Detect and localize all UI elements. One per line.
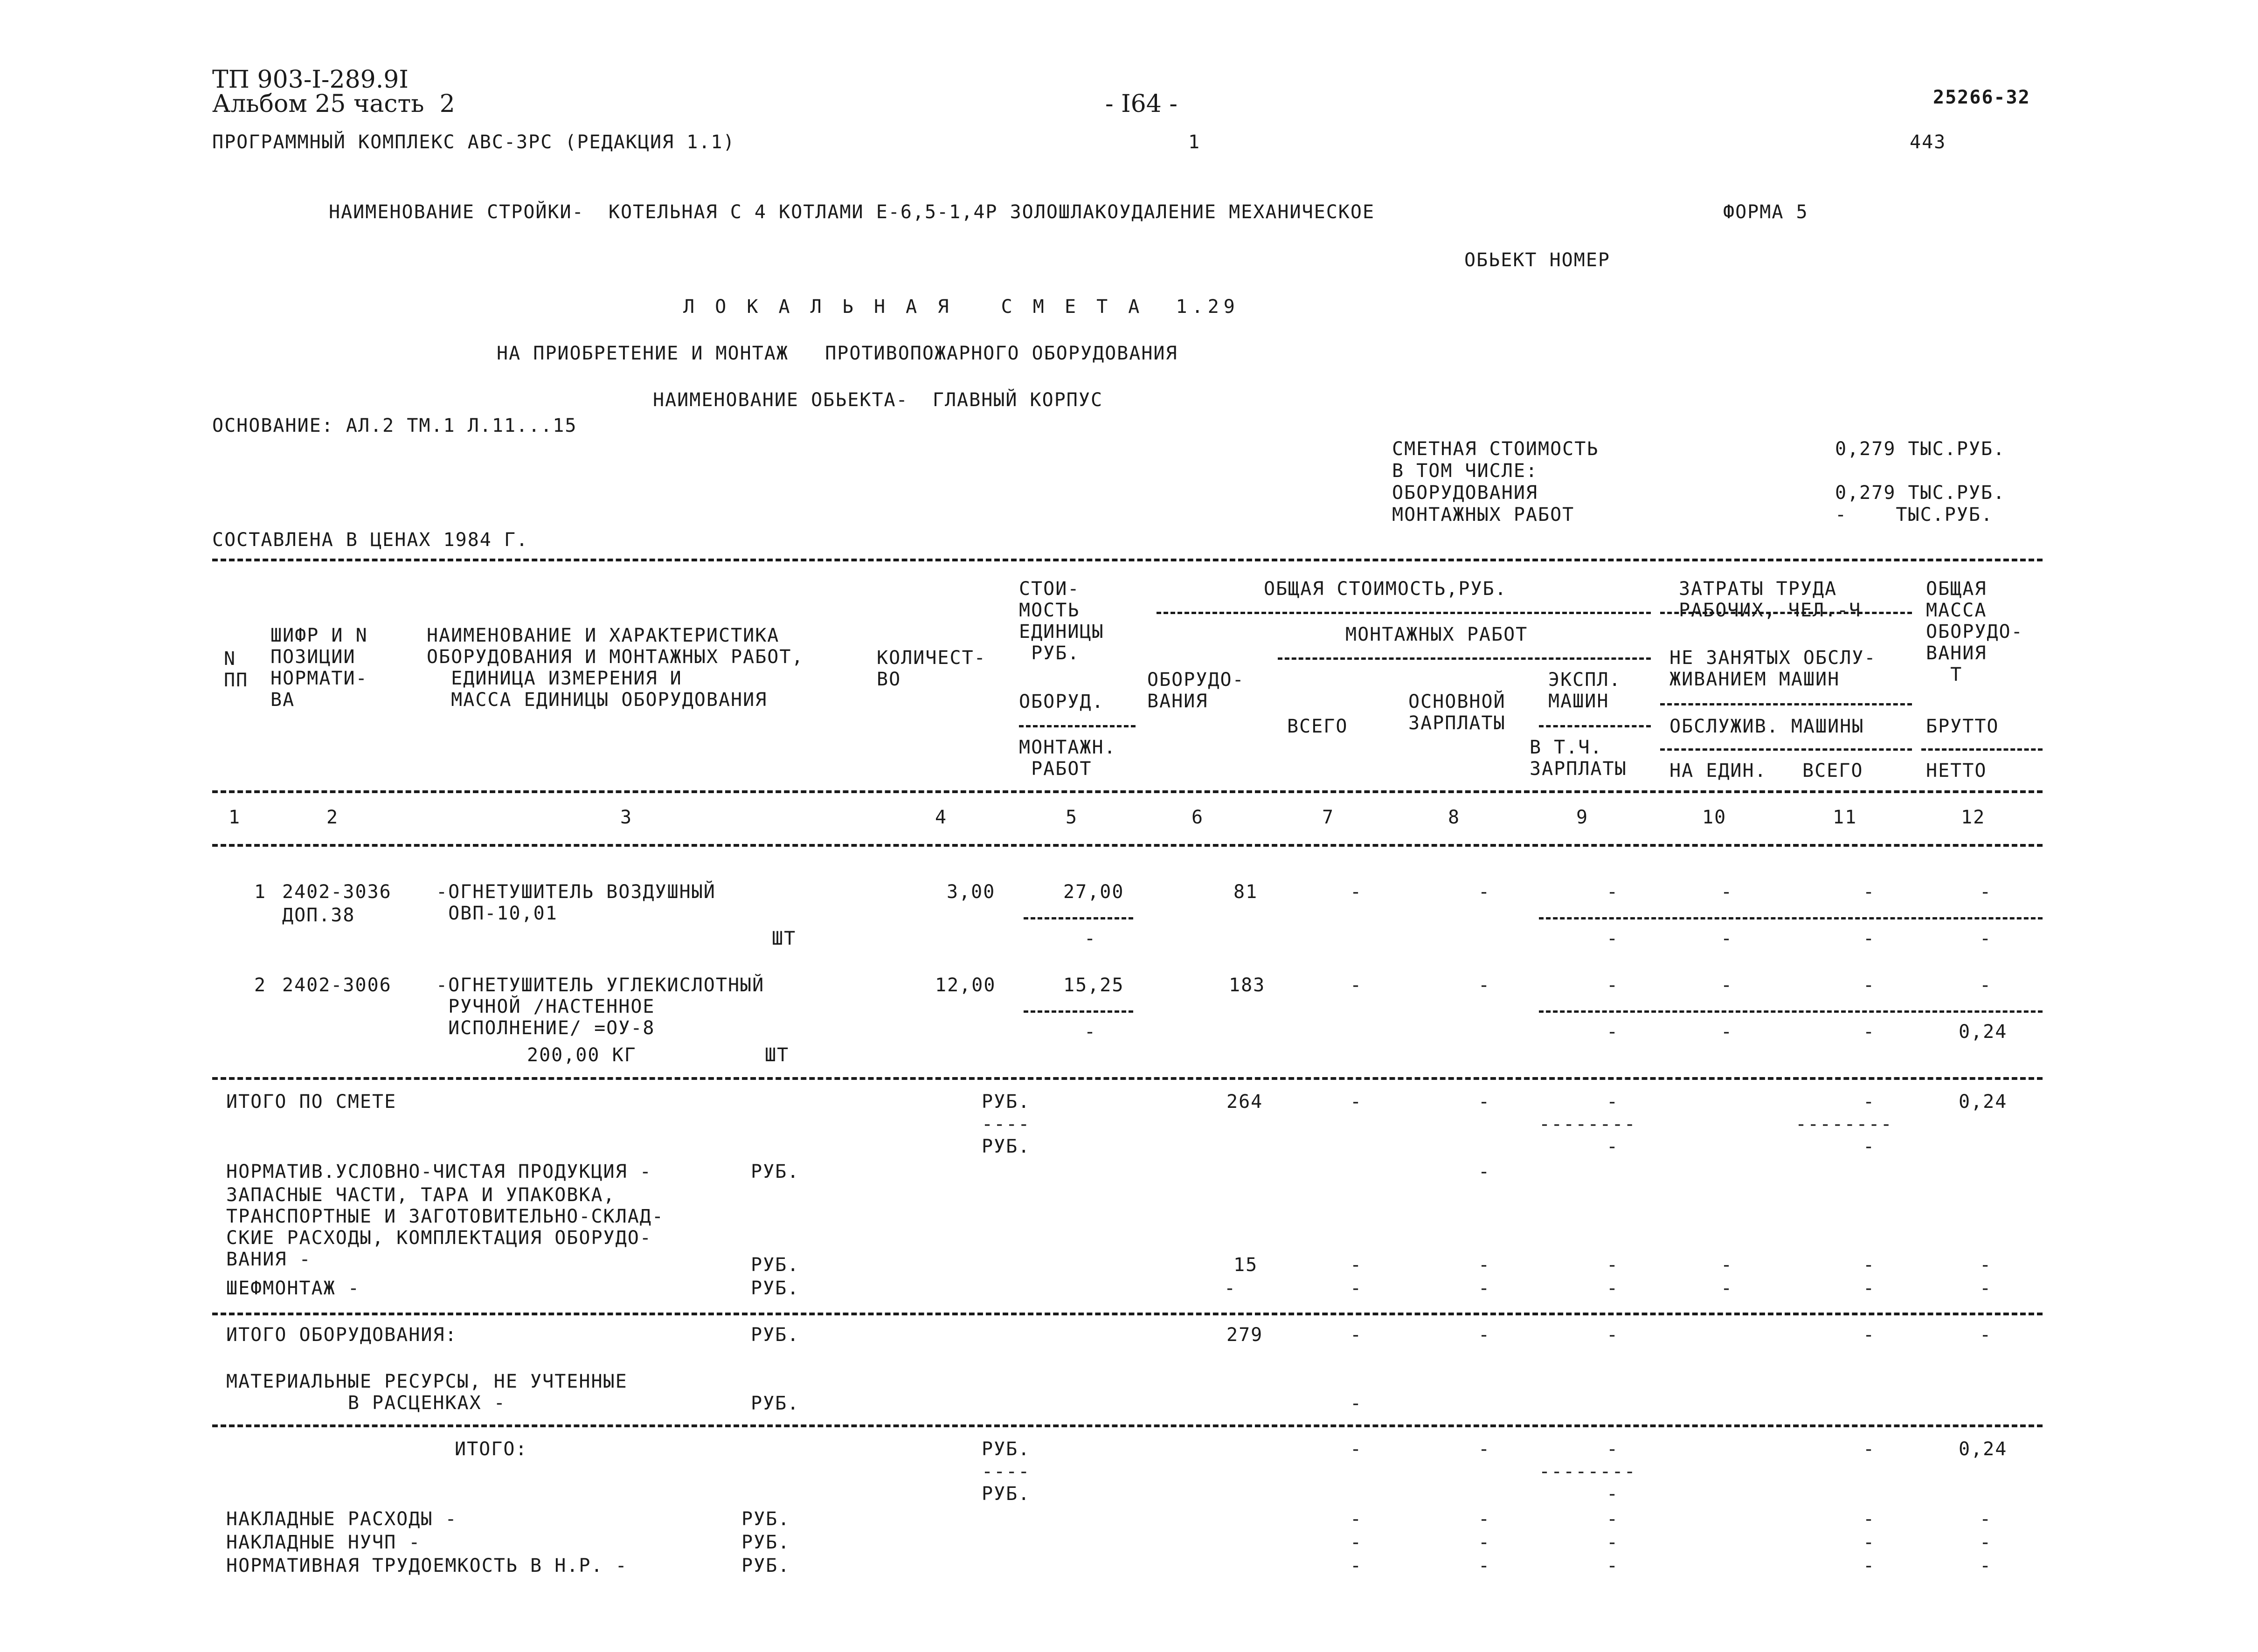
spare-parts-col-8: - [1478, 1254, 1491, 1276]
overhead-nuchp-col-12: - [1980, 1532, 1992, 1553]
equipment-total-col-9: - [1607, 1324, 1619, 1346]
header-col-9-wages: В Т.Ч. ЗАРПЛАТЫ [1530, 737, 1627, 780]
shefmontazh-equipment: - [1224, 1278, 1237, 1299]
row-1-number: 1 [254, 881, 267, 903]
overhead-nuchp-col-7: - [1350, 1532, 1363, 1553]
header-bottom-rule [212, 790, 2043, 793]
total-estimate-col-9b: - [1607, 1136, 1619, 1157]
overhead-nuchp-label: НАКЛАДНЫЕ НУЧП - [226, 1532, 421, 1553]
header-col-5-installation: МОНТАЖН. РАБОТ [1019, 737, 1116, 780]
row-2-col-10b: - [1721, 1021, 1733, 1043]
overhead-label: НАКЛАДНЫЕ РАСХОДЫ - [226, 1508, 457, 1530]
grand-total-col-11: - [1863, 1438, 1876, 1460]
spare-parts-rub: РУБ. [751, 1254, 800, 1276]
row-1-labor-rule [1539, 917, 2043, 919]
total-estimate-rub-2: РУБ. [982, 1136, 1031, 1157]
summary-total-label: СМЕТНАЯ СТОИМОСТЬ [1392, 438, 1599, 460]
total-estimate-col-7: - [1350, 1091, 1363, 1113]
header-col-2: ШИФР И N ПОЗИЦИИ НОРМАТИ- ВА [270, 625, 368, 711]
labor-intensity-col-11: - [1863, 1555, 1876, 1576]
sheet-number: 443 [1910, 131, 1946, 153]
spare-parts-col-12: - [1980, 1254, 1992, 1276]
row-1-col-10b: - [1721, 928, 1733, 949]
row-2-col-9b: - [1607, 1021, 1619, 1043]
table-top-rule [212, 559, 2043, 561]
summary-equipment-value: 0,279 ТЫС.РУБ. [1835, 482, 2006, 504]
rule-mass [1921, 748, 2043, 751]
grand-total-col-8: - [1478, 1438, 1491, 1460]
equipment-total-col-8: - [1478, 1324, 1491, 1346]
header-total-cost: ОБЩАЯ СТОИМОСТЬ,РУБ. [1264, 578, 1507, 600]
row-2-equipment-cost: 183 [1229, 975, 1266, 996]
row-2-col-9: - [1607, 975, 1619, 996]
header-col-12: ОБЩАЯ МАССА ОБОРУДО- ВАНИЯ Т [1926, 578, 2023, 685]
header-labor: ЗАТРАТЫ ТРУДА РАБОЧИХ, ЧЕЛ.-Ч [1679, 578, 1862, 621]
total-estimate-net: 0,24 [1959, 1091, 2008, 1113]
grand-total-rub-dash: ---- [982, 1461, 1031, 1482]
row-1-col-9: - [1607, 881, 1619, 903]
normative-rub: РУБ. [751, 1161, 800, 1182]
total-estimate-label: ИТОГО ПО СМЕТЕ [226, 1091, 397, 1113]
total-estimate-rule-11: -------- [1795, 1113, 1893, 1135]
row-1-col-12b: - [1980, 928, 1992, 949]
labor-intensity-col-7: - [1350, 1555, 1363, 1576]
spare-parts-col-10: - [1721, 1254, 1733, 1276]
header-installation-works: МОНТАЖНЫХ РАБОТ [1345, 624, 1528, 645]
overhead-col-11: - [1863, 1508, 1876, 1530]
col-number-6: 6 [1191, 807, 1204, 828]
grand-total-label: ИТОГО: [455, 1438, 528, 1460]
row-2-col-8: - [1478, 975, 1491, 996]
overhead-col-7: - [1350, 1508, 1363, 1530]
spare-parts-label: ЗАПАСНЫЕ ЧАСТИ, ТАРА И УПАКОВКА, ТРАНСПОРТНЫЕ И ЗАГОТОВИТЕЛЬНО-СКЛАД- СКИЕ РАСХОДЫ, КОМПЛЕКТАЦИЯ ОБОРУДО- ВАНИЯ - [226, 1184, 664, 1270]
grand-total-rub-2: РУБ. [982, 1483, 1031, 1505]
row-1-code: 2402-3036 [282, 881, 392, 903]
labor-intensity-col-9: - [1607, 1555, 1619, 1576]
col-number-9: 9 [1576, 807, 1589, 828]
normative-col-8: - [1478, 1161, 1491, 1182]
equipment-total-top-rule [212, 1313, 2043, 1315]
labor-intensity-label: НОРМАТИВНАЯ ТРУДОЕМКОСТЬ В Н.Р. - [226, 1555, 628, 1576]
total-estimate-col-11b: - [1863, 1136, 1876, 1157]
shefmontazh-col-12: - [1980, 1278, 1992, 1299]
row-1-col-10: - [1721, 881, 1733, 903]
col-number-2: 2 [326, 807, 339, 828]
equipment-total-value: 279 [1226, 1324, 1263, 1346]
spare-parts-col-11: - [1863, 1254, 1876, 1276]
col-number-7: 7 [1322, 807, 1335, 828]
shefmontazh-label: ШЕФМОНТАЖ - [226, 1278, 360, 1299]
row-2-labor-rule [1539, 1010, 2043, 1013]
shefmontazh-rub: РУБ. [751, 1278, 800, 1299]
estimate-purpose: НА ПРИОБРЕТЕНИЕ И МОНТАЖ ПРОТИВОПОЖАРНОГО ОБОРУДОВАНИЯ [497, 343, 1178, 364]
grand-total-col-7: - [1350, 1438, 1363, 1460]
row-2-number: 2 [254, 975, 267, 996]
col-numbers-bottom-rule [212, 844, 2043, 847]
header-col-12-gross: БРУТТО [1926, 716, 1999, 737]
rule-machines [1539, 725, 1651, 727]
row-2-net-mass: 0,24 [1959, 1021, 2008, 1043]
header-col-11: ВСЕГО [1802, 760, 1863, 781]
total-estimate-col-11: - [1863, 1091, 1876, 1113]
header-col-5: СТОИ- МОСТЬ ЕДИНИЦЫ РУБ. [1019, 578, 1104, 664]
labor-intensity-col-8: - [1478, 1555, 1491, 1576]
col-number-8: 8 [1448, 807, 1461, 828]
overhead-nuchp-col-8: - [1478, 1532, 1491, 1553]
header-col-9: ЭКСПЛ. МАШИН [1548, 669, 1621, 712]
summary-total-value: 0,279 ТЫС.РУБ. [1835, 438, 2006, 460]
stroika-name: НАИМЕНОВАНИЕ СТРОЙКИ- КОТЕЛЬНАЯ С 4 КОТЛАМИ Е-6,5-1,4Р ЗОЛОШЛАКОУДАЛЕНИЕ МЕХАНИЧЕСКОЕ [329, 201, 1375, 223]
shefmontazh-col-8: - [1478, 1278, 1491, 1299]
row-2-mass: 200,00 КГ [527, 1044, 637, 1066]
header-not-machine: НЕ ЗАНЯТЫХ ОБСЛУ- ЖИВАНИЕМ МАШИН [1669, 647, 1877, 690]
grand-total-col-9: - [1607, 1438, 1619, 1460]
row-2-col-11b: - [1863, 1021, 1876, 1043]
equipment-total-col-7: - [1350, 1324, 1363, 1346]
row-1-col-11b: - [1863, 928, 1876, 949]
equipment-total-col-11: - [1863, 1324, 1876, 1346]
header-col-1: N ПП [224, 648, 249, 691]
overhead-nuchp-col-11: - [1863, 1532, 1876, 1553]
page-number: - I64 - [1105, 90, 1177, 118]
row-2-unit: ШТ [765, 1044, 790, 1066]
equipment-total-rub: РУБ. [751, 1324, 800, 1346]
col-number-3: 3 [620, 807, 633, 828]
header-col-7: ВСЕГО [1287, 716, 1348, 737]
row-2-code: 2402-3006 [282, 975, 392, 996]
header-col-6: ОБОРУДО- ВАНИЯ [1147, 669, 1245, 712]
overhead-nuchp-rub: РУБ. [741, 1532, 790, 1553]
equipment-total-col-12: - [1980, 1324, 1992, 1346]
grand-total-rule-9: -------- [1539, 1461, 1636, 1482]
header-col-5-equipment: ОБОРУД. [1019, 691, 1104, 712]
row-1-unit-price: 27,00 [1063, 881, 1124, 903]
shefmontazh-col-11: - [1863, 1278, 1876, 1299]
total-estimate-rub-dash: ---- [982, 1113, 1031, 1135]
album-label: Альбом 25 часть 2 [212, 90, 455, 118]
row-1-col-12: - [1980, 881, 1992, 903]
row-2-price-rule [1024, 1010, 1133, 1013]
spare-parts-col-9: - [1607, 1254, 1619, 1276]
row-1-quantity: 3,00 [947, 881, 996, 903]
summary-installation-value: - ТЫС.РУБ. [1835, 504, 1994, 525]
normative-label: НОРМАТИВ.УСЛОВНО-ЧИСТАЯ ПРОДУКЦИЯ - [226, 1161, 652, 1182]
spare-parts-col-7: - [1350, 1254, 1363, 1276]
grand-total-top-rule [212, 1424, 2043, 1427]
header-col-10: НА ЕДИН. [1669, 760, 1767, 781]
overhead-col-8: - [1478, 1508, 1491, 1530]
rule-total-cost [1157, 612, 1651, 614]
row-2-installation-price: - [1084, 1021, 1097, 1043]
program-label: ПРОГРАММНЫЙ КОМПЛЕКС АВС-3РС (РЕДАКЦИЯ 1.1) [212, 131, 735, 153]
labor-intensity-col-12: - [1980, 1555, 1992, 1576]
total-estimate-rule-9: -------- [1539, 1113, 1636, 1135]
header-machine-service: ОБСЛУЖИВ. МАШИНЫ [1669, 716, 1864, 737]
rule-unit-cost [1019, 725, 1136, 727]
row-1-price-rule [1024, 917, 1133, 919]
estimate-title: Л О К А Л Ь Н А Я С М Е Т А 1.29 [683, 296, 1240, 318]
row-1-code-extra: ДОП.38 [282, 905, 355, 926]
shefmontazh-col-10: - [1721, 1278, 1733, 1299]
materials-label: МАТЕРИАЛЬНЫЕ РЕСУРСЫ, НЕ УЧТЕННЫЕ В РАСЦЕНКАХ - [226, 1371, 628, 1414]
grand-total-rub: РУБ. [982, 1438, 1031, 1460]
grand-total-col-9b: - [1607, 1483, 1619, 1505]
rule-machine-service [1660, 703, 1912, 705]
header-col-8: ОСНОВНОЙ ЗАРПЛАТЫ [1408, 691, 1506, 734]
header-col-12-net: НЕТТО [1926, 760, 1987, 781]
rows-bottom-rule [212, 1077, 2043, 1080]
row-1-col-7: - [1350, 881, 1363, 903]
object-number: ОБЬЕКТ НОМЕР [1464, 249, 1610, 271]
col-number-4: 4 [935, 807, 948, 828]
project-code: ТП 903-I-289.9I [212, 66, 409, 94]
rule-per-unit [1660, 748, 1912, 751]
summary-including: В ТОМ ЧИСЛЕ: [1392, 460, 1538, 482]
price-base: СОСТАВЛЕНА В ЦЕНАХ 1984 Г. [212, 529, 529, 551]
row-2-col-11: - [1863, 975, 1876, 996]
document-code: 25266-32 [1933, 87, 2030, 108]
materials-col-7: - [1350, 1393, 1363, 1414]
col-number-11: 11 [1833, 807, 1857, 828]
row-1-col-9b: - [1607, 928, 1619, 949]
row-2-quantity: 12,00 [935, 975, 996, 996]
header-col-3: НАИМЕНОВАНИЕ И ХАРАКТЕРИСТИКА ОБОРУДОВАНИЯ И МОНТАЖНЫХ РАБОТ, ЕДИНИЦА ИЗМЕРЕНИЯ И МАССА ЕДИНИЦЫ ОБОРУДОВАНИЯ [427, 625, 804, 711]
sheet-one: 1 [1188, 131, 1201, 153]
equipment-total-label: ИТОГО ОБОРУДОВАНИЯ: [226, 1324, 457, 1346]
row-2-col-12: - [1980, 975, 1992, 996]
grand-total-net: 0,24 [1959, 1438, 2008, 1460]
row-2-name: -ОГНЕТУШИТЕЛЬ УГЛЕКИСЛОТНЫЙ РУЧНОЙ /НАСТЕННОЕ ИСПОЛНЕНИЕ/ =ОУ-8 [436, 975, 765, 1039]
basis: ОСНОВАНИЕ: АЛ.2 ТМ.1 Л.11...15 [212, 415, 577, 436]
row-2-col-10: - [1721, 975, 1733, 996]
col-number-1: 1 [229, 807, 241, 828]
shefmontazh-col-9: - [1607, 1278, 1619, 1299]
labor-intensity-rub: РУБ. [741, 1555, 790, 1576]
total-estimate-col-9: - [1607, 1091, 1619, 1113]
total-estimate-equipment: 264 [1226, 1091, 1263, 1113]
row-2-col-7: - [1350, 975, 1363, 996]
row-1-col-8: - [1478, 881, 1491, 903]
shefmontazh-col-7: - [1350, 1278, 1363, 1299]
row-2-unit-price: 15,25 [1063, 975, 1124, 996]
form-label: ФОРМА 5 [1723, 201, 1808, 223]
overhead-col-9: - [1607, 1508, 1619, 1530]
overhead-rub: РУБ. [741, 1508, 790, 1530]
row-1-unit: ШТ [772, 928, 797, 949]
rule-installation [1278, 657, 1651, 660]
col-number-5: 5 [1066, 807, 1078, 828]
col-number-10: 10 [1702, 807, 1727, 828]
total-estimate-rub: РУБ. [982, 1091, 1031, 1113]
row-1-col-11: - [1863, 881, 1876, 903]
total-estimate-col-8: - [1478, 1091, 1491, 1113]
overhead-nuchp-col-9: - [1607, 1532, 1619, 1553]
row-1-name: -ОГНЕТУШИТЕЛЬ ВОЗДУШНЫЙ ОВП-10,01 [436, 881, 716, 924]
materials-rub: РУБ. [751, 1393, 800, 1414]
row-1-installation-price: - [1084, 928, 1097, 949]
header-col-4: КОЛИЧЕСТ- ВО [877, 647, 986, 690]
summary-installation-label: МОНТАЖНЫХ РАБОТ [1392, 504, 1575, 525]
overhead-col-12: - [1980, 1508, 1992, 1530]
rule-labor [1660, 612, 1912, 614]
object-name: НАИМЕНОВАНИЕ ОБЬЕКТА- ГЛАВНЫЙ КОРПУС [653, 389, 1103, 411]
row-1-equipment-cost: 81 [1233, 881, 1258, 903]
spare-parts-equipment: 15 [1233, 1254, 1258, 1276]
col-number-12: 12 [1961, 807, 1986, 828]
summary-equipment-label: ОБОРУДОВАНИЯ [1392, 482, 1538, 504]
